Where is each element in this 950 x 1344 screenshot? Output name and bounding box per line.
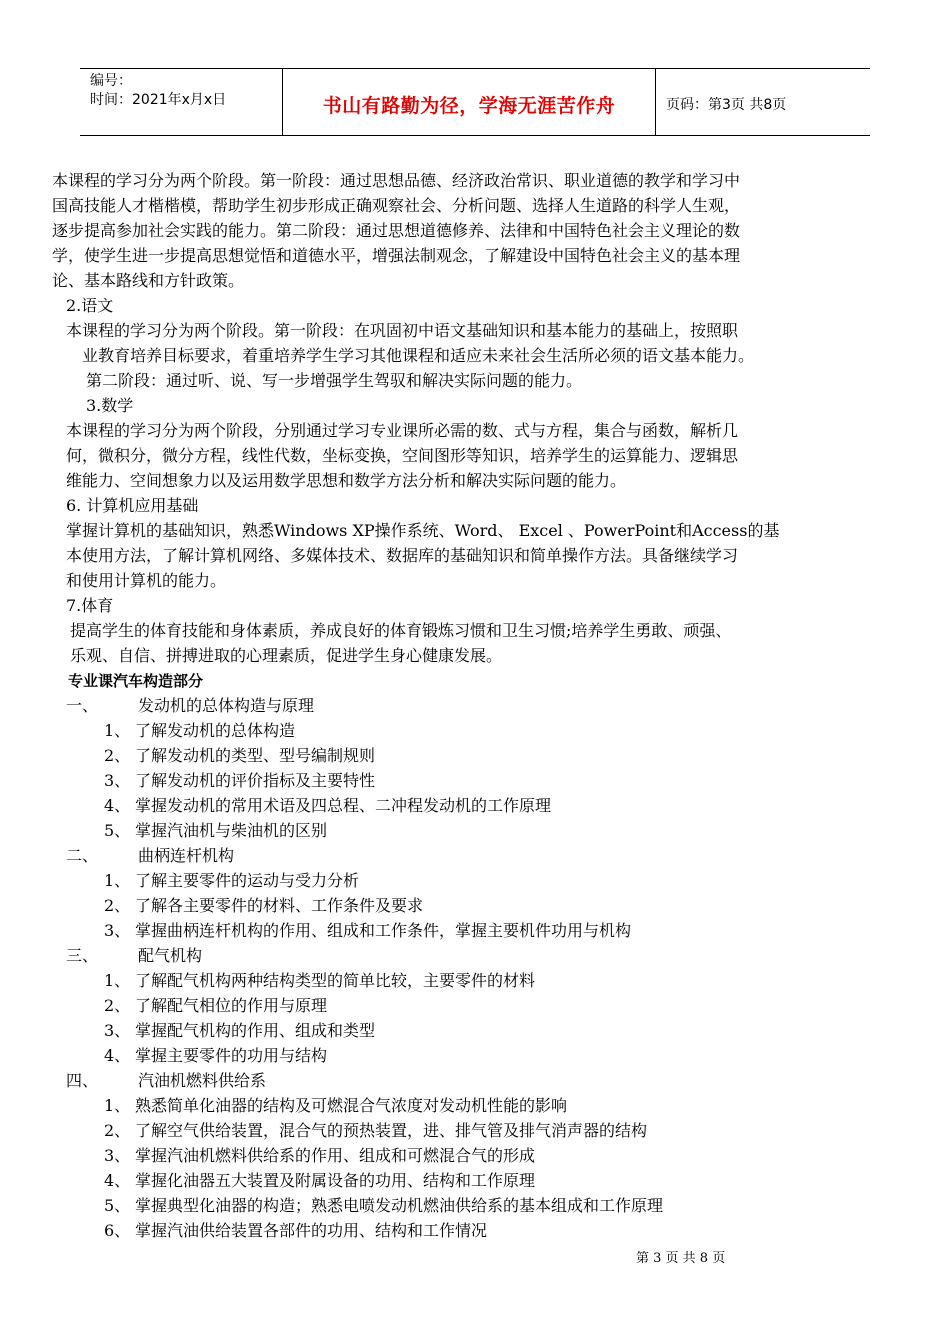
item-number: 1、	[104, 1096, 131, 1115]
pe-line-1: 提高学生的体育技能和身体素质，养成良好的体育锻炼习惯和卫生习惯;培养学生勇敢、顽强、	[70, 621, 732, 640]
header-motto-cell	[283, 69, 656, 135]
item-number: 2、	[104, 1121, 131, 1140]
chinese-line-2: 业教育培养目标要求，着重培养学生学习其他课程和适应未来社会生活所必须的语文基本能力。	[82, 346, 755, 365]
item-text: 熟悉简单化油器的结构及可燃混合气浓度对发动机性能的影响	[135, 1096, 568, 1115]
header-page-label: 页码：第3页 共8页	[666, 97, 787, 113]
item-text: 了解发动机的评价指标及主要特性	[135, 771, 376, 790]
item-number: 1、	[104, 721, 131, 740]
section-title: 专业课汽车构造部分	[68, 672, 204, 690]
list-item	[104, 1146, 535, 1166]
item-text: 掌握汽油供给装置各部件的功用、结构和工作情况	[135, 1221, 488, 1240]
pe-title: 7.体育	[66, 596, 114, 615]
politics-line-1: 本课程的学习分为两个阶段。第一阶段：通过思想品德、经济政治常识、职业道德的教学和学习中	[52, 171, 741, 190]
time-label: 时间：2021年x月x日	[90, 92, 227, 108]
item-number: 2、	[104, 746, 131, 765]
item-number: 1、	[104, 971, 131, 990]
chinese-title: 2.语文	[66, 296, 114, 315]
chapter-heading	[66, 946, 202, 966]
list-item	[104, 1046, 327, 1066]
header-meta	[80, 69, 283, 135]
list-item	[104, 1221, 487, 1241]
math-line-2: 何，微积分，微分方程，线性代数，坐标变换，空间图形等知识，培养学生的运算能力、逻辑思	[66, 446, 739, 465]
header-page-cell	[656, 69, 870, 135]
item-text: 掌握化油器五大装置及附属设备的功用、结构和工作原理	[135, 1171, 536, 1190]
item-text: 了解发动机的总体构造	[135, 721, 296, 740]
politics-line-5: 论、基本路线和方针政策。	[52, 271, 245, 290]
item-text: 了解主要零件的运动与受力分析	[135, 871, 360, 890]
item-text: 了解配气相位的作用与原理	[135, 996, 328, 1015]
item-text: 掌握典型化油器的构造；熟悉电喷发动机燃油供给系的基本组成和工作原理	[135, 1196, 664, 1215]
item-number: 4、	[104, 1046, 131, 1065]
politics-line-3: 逐步提高参加社会实践的能力。第二阶段：通过思想道德修养、法律和中国特色社会主义理论的数	[52, 221, 741, 240]
list-item	[104, 896, 423, 916]
item-text: 了解各主要零件的材料、工作条件及要求	[135, 896, 424, 915]
item-text: 掌握汽油机燃料供给系的作用、组成和可燃混合气的形成	[135, 1146, 536, 1165]
chapter-title: 发动机的总体构造与原理	[138, 696, 315, 715]
math-line-1: 本课程的学习分为两个阶段，分别通过学习专业课所必需的数、式与方程，集合与函数，解析几	[66, 421, 739, 440]
item-text: 掌握曲柄连杆机构的作用、组成和工作条件，掌握主要机件功用与机构	[135, 921, 632, 940]
chapter-number: 二、	[66, 846, 99, 865]
list-item	[104, 721, 295, 741]
politics-line-4: 学，使学生进一步提高思想觉悟和道德水平，增强法制观念，了解建设中国特色社会主义的基本理	[52, 246, 741, 265]
list-item	[104, 996, 327, 1016]
chapter-heading	[66, 846, 234, 866]
chapter-number: 四、	[66, 1071, 99, 1090]
item-number: 6、	[104, 1221, 131, 1240]
computer-line-2: 本使用方法，了解计算机网络、多媒体技术、数据库的基础知识和简单操作方法。具备继续学习	[66, 546, 739, 565]
item-text: 掌握主要零件的功用与结构	[135, 1046, 328, 1065]
chapter-heading	[66, 1071, 266, 1091]
chapter-title: 配气机构	[138, 946, 203, 965]
list-item	[104, 1096, 567, 1116]
item-text: 掌握汽油机与柴油机的区别	[135, 821, 328, 840]
number-label: 编号：	[90, 73, 132, 89]
chinese-line-1: 本课程的学习分为两个阶段。第一阶段：在巩固初中语文基础知识和基本能力的基础上，按照职	[66, 321, 739, 340]
page-footer: 第 3 页 共 8 页	[636, 1251, 726, 1266]
item-text: 了解空气供给装置，混合气的预热装置，进、排气管及排气消声器的结构	[135, 1121, 648, 1140]
list-item	[104, 746, 375, 766]
item-number: 5、	[104, 821, 131, 840]
chapter-heading	[66, 696, 314, 716]
pe-line-2: 乐观、自信、拼搏进取的心理素质，促进学生身心健康发展。	[70, 646, 503, 665]
list-item	[104, 921, 631, 941]
list-item	[104, 871, 359, 891]
header-motto: 书山有路勤为径，学海无涯苦作舟	[322, 94, 616, 117]
politics-line-2: 国高技能人才楷楷模，帮助学生初步形成正确观察社会、分析问题、选择人生道路的科学人生观，	[52, 196, 741, 215]
list-item	[104, 971, 535, 991]
item-text: 掌握配气机构的作用、组成和类型	[135, 1021, 376, 1040]
item-number: 2、	[104, 896, 131, 915]
item-number: 4、	[104, 796, 131, 815]
item-number: 1、	[104, 871, 131, 890]
chinese-line-3: 第二阶段：通过听、说、写一步增强学生驾驭和解决实际问题的能力。	[86, 371, 583, 390]
item-text: 了解发动机的类型、型号编制规则	[135, 746, 376, 765]
item-text: 掌握发动机的常用术语及四总程、二冲程发动机的工作原理	[135, 796, 552, 815]
list-item	[104, 796, 551, 816]
page-header	[80, 68, 870, 136]
item-number: 3、	[104, 1146, 131, 1165]
computer-line-1: 掌握计算机的基础知识，熟悉Windows XP操作系统、Word、 Excel 、PowerPoint和Access的基	[66, 521, 780, 540]
chapter-number: 三、	[66, 946, 99, 965]
chapter-title: 曲柄连杆机构	[138, 846, 235, 865]
item-number: 2、	[104, 996, 131, 1015]
list-item	[104, 1171, 535, 1191]
computer-title: 6. 计算机应用基础	[66, 496, 199, 515]
list-item	[104, 1121, 647, 1141]
list-item	[104, 1196, 663, 1216]
math-line-3: 维能力、空间想象力以及运用数学思想和数学方法分析和解决实际问题的能力。	[66, 471, 627, 490]
list-item	[104, 1021, 375, 1041]
computer-line-3: 和使用计算机的能力。	[66, 571, 227, 590]
list-item	[104, 771, 375, 791]
item-text: 了解配气机构两种结构类型的简单比较，主要零件的材料	[135, 971, 536, 990]
math-title: 3.数学	[86, 396, 134, 415]
item-number: 4、	[104, 1171, 131, 1190]
chapter-title: 汽油机燃料供给系	[138, 1071, 267, 1090]
item-number: 3、	[104, 921, 131, 940]
item-number: 3、	[104, 1021, 131, 1040]
item-number: 5、	[104, 1196, 131, 1215]
chapter-number: 一、	[66, 696, 99, 715]
list-item	[104, 821, 327, 841]
item-number: 3、	[104, 771, 131, 790]
